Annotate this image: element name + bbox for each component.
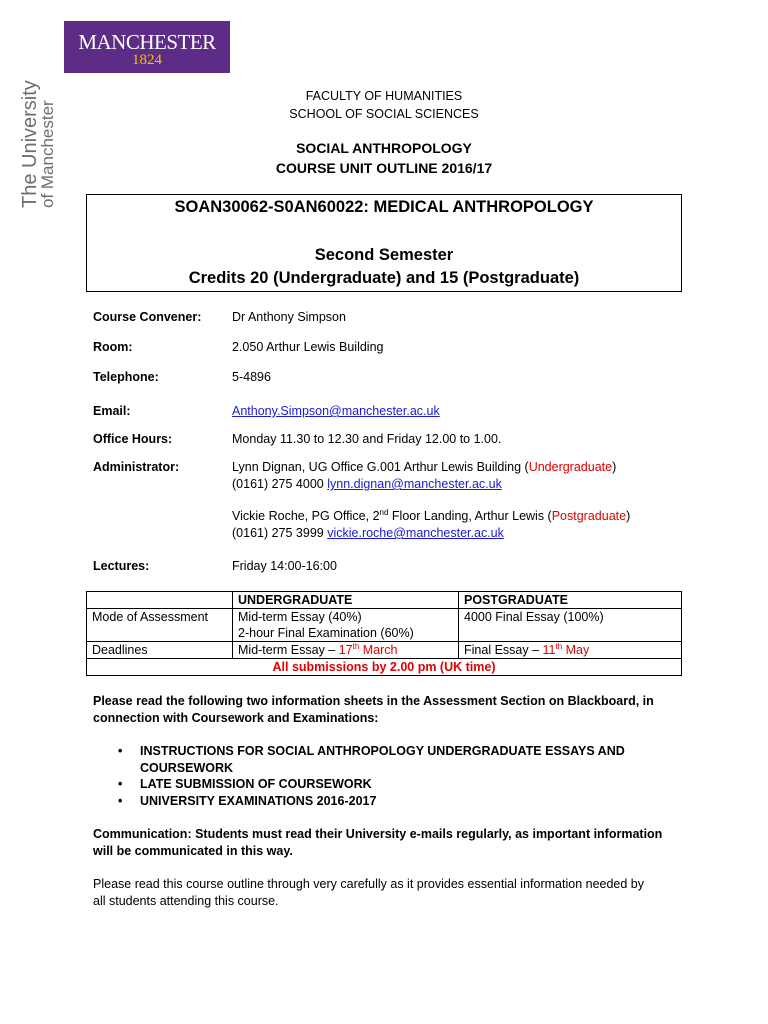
closing-line1: Please read this course outline through very carefully as it provides essential information needed by — [93, 877, 645, 891]
university-logo — [64, 21, 230, 73]
deadlines-label-cell: Deadlines — [87, 642, 233, 659]
convener-label: Course Convener: — [93, 310, 202, 324]
admin-pg-close: ) — [626, 509, 631, 523]
list-item-text: LATE SUBMISSION OF COURSEWORK — [140, 777, 372, 791]
convener-email-link[interactable]: Anthony.Simpson@manchester.ac.uk — [232, 404, 440, 418]
postgraduate-column-header: POSTGRADUATE — [459, 592, 682, 609]
admin-ug-contact — [232, 477, 502, 491]
mode-ug-line1: Mid-term Essay (40%) — [238, 610, 362, 624]
deadline-ug-text: Mid-term Essay – — [238, 643, 339, 657]
deadline-pg-sup: th — [555, 641, 563, 651]
admin-pg-sup: nd — [379, 507, 389, 517]
assessment-table — [86, 591, 682, 676]
email-label: Email: — [93, 404, 131, 418]
list-item — [118, 776, 638, 793]
table-row — [87, 659, 682, 676]
admin-pg-line — [232, 509, 630, 523]
bullet-icon: • — [118, 777, 123, 791]
credits-line: Credits 20 (Undergraduate) and 15 (Postgraduate) — [188, 269, 580, 287]
submissions-notice: All submissions by 2.00 pm (UK time) — [87, 659, 682, 676]
office-hours-label: Office Hours: — [93, 432, 173, 446]
mode-pg-cell: 4000 Final Essay (100%) — [459, 609, 682, 642]
communication-line2: will be communicated in this way. — [93, 844, 293, 858]
deadline-pg-month: May — [562, 643, 590, 657]
telephone-value: 5-4896 — [232, 370, 271, 384]
admin-pg-email-link[interactable]: vickie.roche@manchester.ac.uk — [327, 526, 504, 540]
administrator-label: Administrator: — [93, 460, 180, 474]
outline-heading: COURSE UNIT OUTLINE 2016/17 — [275, 160, 493, 176]
lectures-label: Lectures: — [93, 559, 150, 573]
course-title-box — [86, 194, 682, 292]
side-text-line2: of Manchester — [38, 100, 57, 208]
mode-ug-line2: 2-hour Final Examination (60%) — [238, 626, 414, 640]
list-item-text: UNIVERSITY EXAMINATIONS 2016-2017 — [140, 793, 377, 808]
communication-notice — [93, 826, 693, 860]
side-text-line1: The University — [19, 80, 41, 208]
deadline-ug-month: March — [359, 643, 398, 657]
admin-ug-text: Lynn Dignan, UG Office G.001 Arthur Lewis Building ( — [232, 460, 529, 474]
list-item — [118, 793, 638, 810]
admin-pg-contact — [232, 526, 504, 540]
course-title: SOAN30062-S0AN60022: MEDICAL ANTHROPOLOGY — [174, 198, 594, 216]
communication-line1: Communication: Students must read their University e-mails regularly, as important information — [93, 827, 663, 841]
table-row — [87, 592, 682, 609]
admin-pg-text-a: Vickie Roche, PG Office, 2 — [232, 509, 380, 523]
closing-line2: all students attending this course. — [93, 894, 279, 908]
deadline-ug-day: 17 — [338, 643, 353, 657]
deadline-ug-cell — [233, 642, 459, 659]
deadline-pg-day: 11 — [542, 643, 556, 657]
deadline-ug-sup: th — [352, 641, 360, 651]
semester-line: Second Semester — [314, 246, 454, 264]
table-row — [87, 609, 682, 642]
info-sheet-list — [118, 743, 638, 809]
deadline-pg-text: Final Essay – — [464, 643, 543, 657]
bullet-icon: • — [118, 744, 123, 758]
list-item-text-continued: COURSEWORK — [140, 760, 234, 775]
admin-ug-line — [232, 460, 616, 474]
room-value: 2.050 Arthur Lewis Building — [232, 340, 384, 354]
admin-ug-email-link[interactable]: lynn.dignan@manchester.ac.uk — [327, 477, 502, 491]
mode-ug-cell — [233, 609, 459, 642]
mode-label-cell: Mode of Assessment — [87, 609, 233, 642]
discipline-heading: SOCIAL ANTHROPOLOGY — [296, 140, 472, 156]
room-label: Room: — [93, 340, 133, 354]
logo-wordmark: MANCHESTER — [78, 30, 216, 54]
faculty-heading: FACULTY OF HUMANITIES — [305, 89, 463, 103]
info-intro — [93, 693, 693, 727]
info-intro-line1: Please read the following two information sheets in the Assessment Section on Blackboard, in — [93, 694, 654, 708]
lectures-value: Friday 14:00-16:00 — [232, 559, 337, 573]
postgraduate-tag: Postgraduate — [551, 509, 627, 523]
admin-ug-close: ) — [612, 460, 617, 474]
list-item-text: INSTRUCTIONS FOR SOCIAL ANTHROPOLOGY UNDERGRADUATE ESSAYS AND — [140, 744, 625, 758]
school-heading: SCHOOL OF SOCIAL SCIENCES — [289, 107, 479, 121]
table-cell-empty — [87, 592, 233, 609]
logo-year: 1824 — [132, 52, 162, 68]
admin-ug-phone: (0161) 275 4000 — [232, 477, 328, 491]
table-row — [87, 642, 682, 659]
office-hours-value: Monday 11.30 to 12.30 and Friday 12.00 to 1.00. — [232, 432, 502, 446]
admin-pg-phone: (0161) 275 3999 — [232, 526, 328, 540]
deadline-pg-cell — [459, 642, 682, 659]
undergraduate-column-header: UNDERGRADUATE — [233, 592, 459, 609]
undergraduate-tag: Undergraduate — [528, 460, 613, 474]
convener-value: Dr Anthony Simpson — [232, 310, 346, 324]
info-intro-line2: connection with Coursework and Examinations: — [93, 711, 379, 725]
list-item — [118, 743, 638, 776]
admin-pg-text-b: Floor Landing, Arthur Lewis ( — [388, 509, 552, 523]
closing-paragraph — [93, 876, 693, 910]
telephone-label: Telephone: — [93, 370, 159, 384]
bullet-icon: • — [118, 793, 123, 808]
